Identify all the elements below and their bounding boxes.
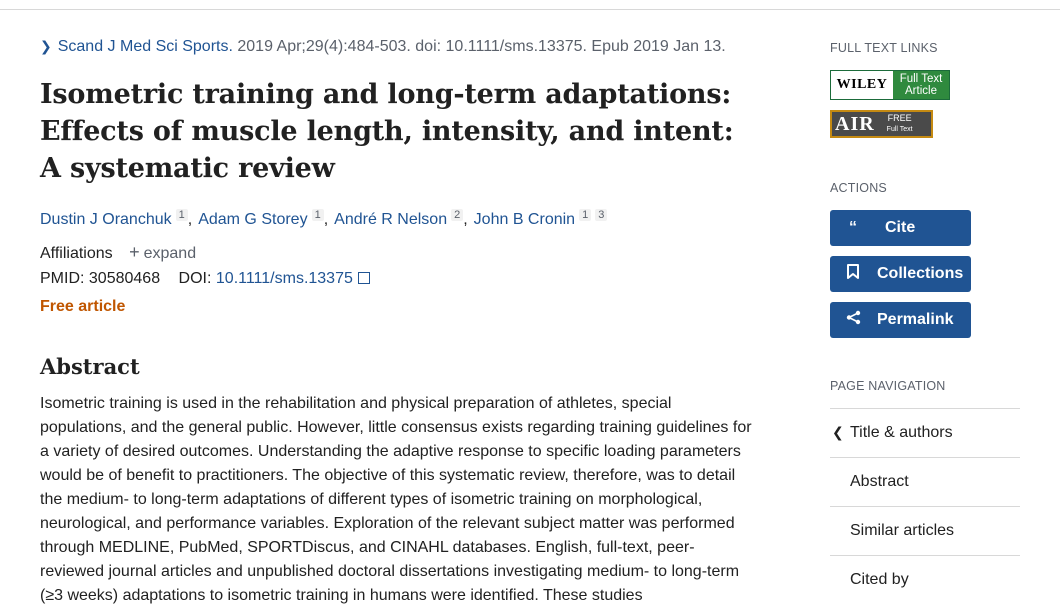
quote-icon: “ (849, 219, 857, 236)
affiliation-ref[interactable]: 1 (176, 209, 188, 221)
article-title: Isometric training and long-term adaptations: Effects of muscle length, intensity, and intent: A systematic review (40, 79, 734, 184)
wiley-full-text-link[interactable]: WILEY Full Text Article (830, 70, 950, 100)
chevron-left-icon: ❮ (832, 424, 844, 440)
abstract-text: Isometric training is used in the rehabilitation and physical preparation of athletes, special populations, and the general public. However, little consensus exists regarding training guidelines for a variety of desired outcomes. Understanding the adaptive response to specific loading parameters would be of benefit to practitioners. The objective of this systematic review, therefore, was to detail the medium- to long-term adaptations of different types of isometric training on morphological, neurological, and performance variables. Exploration of the relevant subject matter was performed through MEDLINE, PubMed, SPORTDiscus, and CINAHL databases. English, full-text, peer-reviewed journal articles and unpublished doctoral dissertations investigating medium- to long-term (≥3 weeks) adaptations to isometric training in humans were identified. These studies (40, 395, 752, 604)
air-logo: AIR (835, 112, 875, 135)
doi-label: DOI: (178, 270, 212, 287)
permalink-button[interactable]: Permalink (830, 302, 971, 338)
share-icon (842, 310, 864, 330)
plus-icon: + (129, 242, 140, 262)
full-text-links-heading: FULL TEXT LINKS (830, 41, 938, 55)
author-link[interactable]: John B Cronin (473, 211, 576, 228)
affiliation-ref[interactable]: 2 (451, 209, 463, 221)
citation-details: 2019 Apr;29(4):484-503. doi: 10.1111/sms.13375. Epub 2019 Jan 13. (237, 38, 726, 55)
free-article-label: Free article (40, 298, 126, 315)
identifiers-row (40, 269, 370, 289)
expand-affiliations-button[interactable]: + expand (129, 242, 197, 262)
pmid-label: PMID: (40, 270, 85, 287)
affiliations-label: Affiliations (40, 245, 113, 262)
citation-line (40, 36, 780, 57)
collections-button[interactable]: Collections (830, 256, 971, 292)
nav-item-title-authors[interactable]: ❮ Title & authors (830, 408, 1020, 456)
air-full-text-link[interactable]: AIR FREE Full Text (830, 110, 933, 138)
cite-button[interactable]: “ Cite (830, 210, 971, 246)
nav-item-abstract[interactable]: Abstract (830, 457, 1020, 505)
actions-heading: ACTIONS (830, 181, 887, 195)
pmid-value: 30580468 (88, 270, 161, 287)
page-navigation-heading: PAGE NAVIGATION (830, 379, 946, 393)
author-link[interactable]: Adam G Storey (198, 211, 308, 228)
external-link-icon (358, 272, 370, 284)
affiliation-ref[interactable]: 1 (579, 209, 591, 221)
affiliation-ref[interactable]: 3 (595, 209, 607, 221)
journal-link[interactable]: Scand J Med Sci Sports. (57, 38, 233, 55)
doi-link[interactable]: 10.1111/sms.13375 (216, 270, 370, 287)
top-divider (0, 0, 1060, 10)
affiliations-row (40, 242, 196, 264)
nav-item-similar-articles[interactable]: Similar articles (830, 506, 1020, 554)
author-list: Dustin J Oranchuk $^1$ , Adam G Storey $^1$ , André R Nelson $^2$ , John B Cronin $^1$ $^3$ (40, 205, 607, 230)
author-link[interactable]: André R Nelson (334, 211, 448, 228)
chevron-right-icon[interactable]: ❯ (40, 38, 52, 54)
bookmark-icon (842, 264, 864, 284)
wiley-logo: WILEY (831, 71, 893, 99)
nav-item-cited-by[interactable]: Cited by (830, 555, 1020, 603)
author-link[interactable]: Dustin J Oranchuk (40, 211, 172, 228)
abstract-heading: Abstract (40, 354, 140, 379)
affiliation-ref[interactable]: 1 (312, 209, 324, 221)
